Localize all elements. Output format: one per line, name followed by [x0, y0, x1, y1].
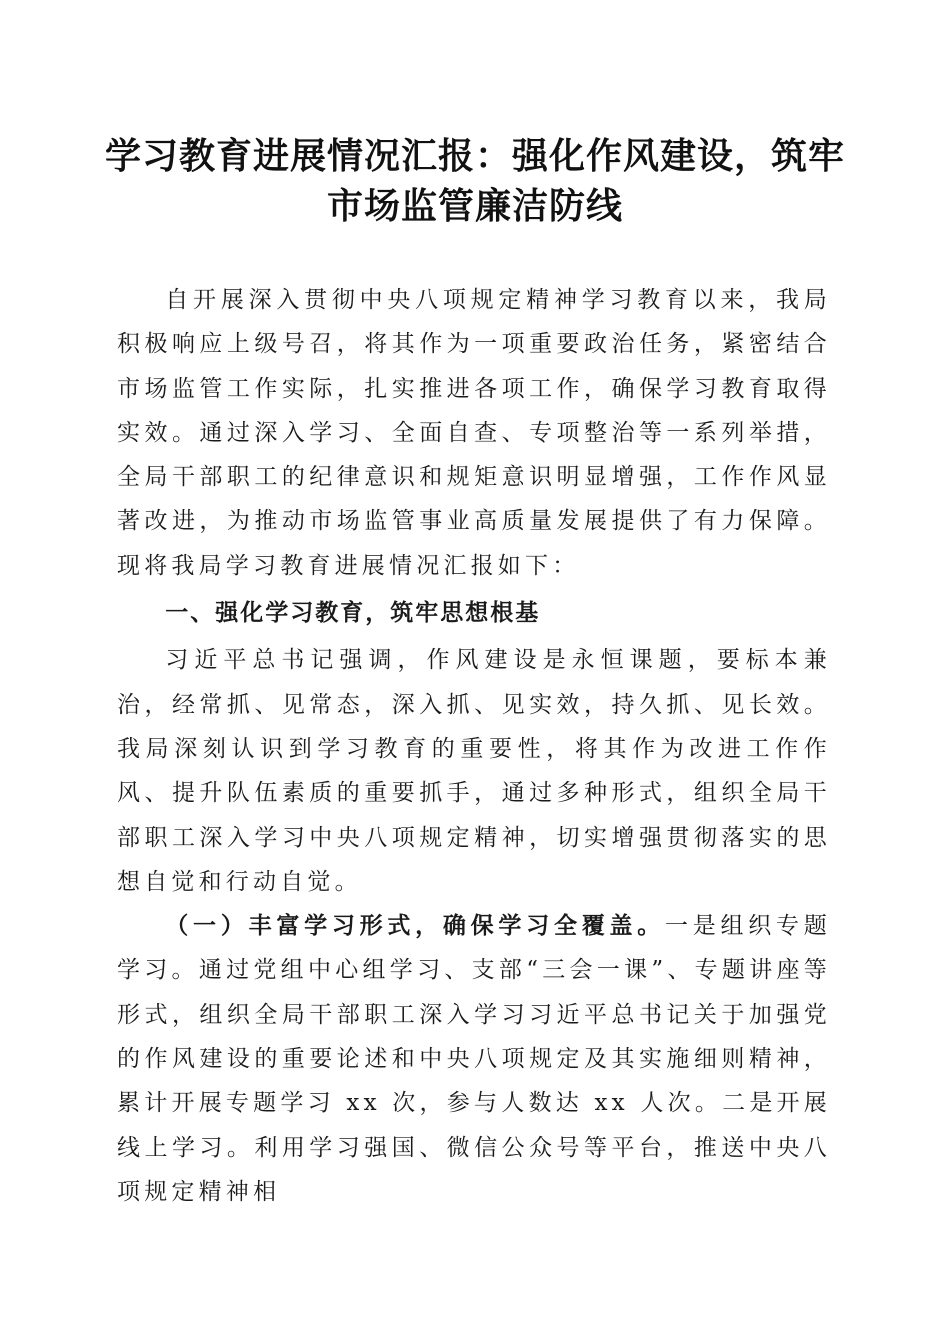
title-line-2: 市场监管廉洁防线	[326, 186, 623, 227]
subsection-1-paragraph	[117, 904, 831, 1214]
subsection-1-body: 一是组织专题学习。通过党组中心组学习、支部“三会一课”、专题讲座等形式，组织全局干部职工深入学习习近平总书记关于加强党的作风建设的重要论述和中央八项规定及其实施细则精神，累计开展专题学习 xx 次，参与人数达 xx 人次。二是开展线上学习。利用学习强国、微信公众号等平台，推送中央八项规定精神相	[117, 913, 832, 1205]
document-title	[100, 132, 850, 232]
subsection-1-lead: （一）丰富学习形式，确保学习全覆盖。	[165, 912, 665, 940]
title-line-1: 学习教育进展情况汇报：强化作风建设，筑牢	[104, 136, 845, 177]
section-1-paragraph: 习近平总书记强调，作风建设是永恒课题，要标本兼治，经常抓、见常态，深入抓、见实效，持久抓、见长效。我局深刻认识到学习教育的重要性，将其作为改进工作作风、提升队伍素质的重要抓手，通过多种形式，组织全局干部职工深入学习中央八项规定精神，切实增强贯彻落实的思想自觉和行动自觉。	[117, 647, 831, 895]
intro-paragraph: 自开展深入贯彻中央八项规定精神学习教育以来，我局积极响应上级号召，将其作为一项重要政治任务，紧密结合市场监管工作实际，扎实推进各项工作，确保学习教育取得实效。通过深入学习、全面自查、专项整治等一系列举措，全局干部职工的纪律意识和规矩意识明显增强，工作作风显著改进，为推动市场监管事业高质量发展提供了有力保障。现将我局学习教育进展情况汇报如下：	[117, 287, 831, 579]
section-1-heading: 一、强化学习教育，筑牢思想根基	[165, 600, 541, 627]
document-body	[117, 278, 831, 1214]
